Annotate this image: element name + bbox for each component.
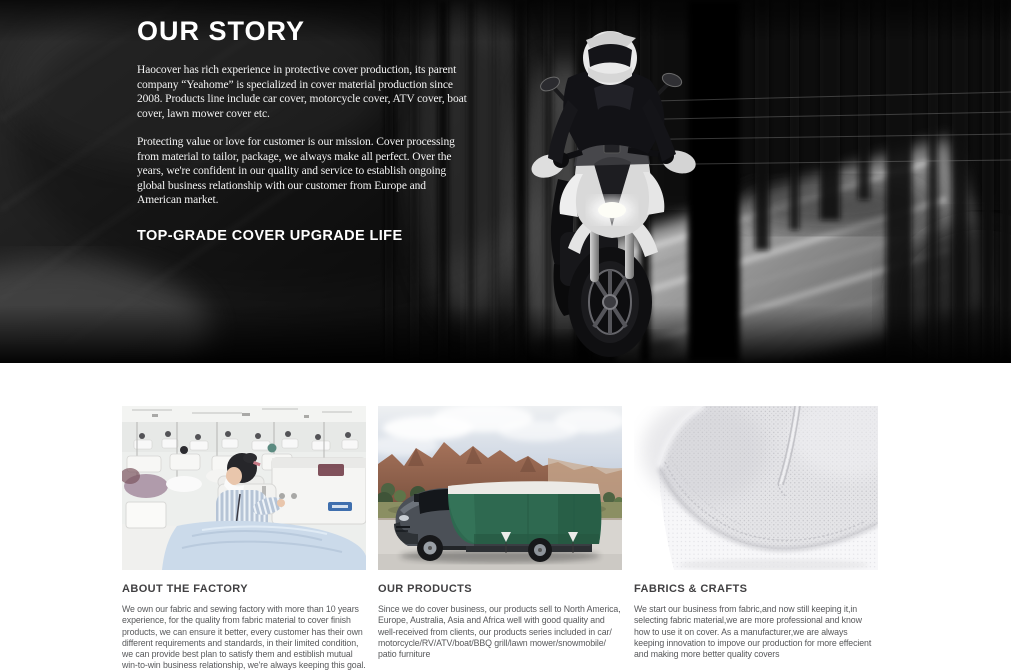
section-card-products: [378, 406, 622, 672]
section-card-fabrics: [634, 406, 878, 672]
section-body-factory: We own our fabric and sewing factory with more than 10 years experience, for the quality from fabric material to cover finish products, we can ensure it better, every customer has their own different requirements and standards, in their limited condition, we can provide best plan to satisfy them and estiblish mutual win-to-win business relationship, we're always keeping this goal.: [122, 604, 366, 671]
section-body-products: Since we do cover business, our products sell to North America, Europe, Australia, Asia and Africa well with good quality and well-received from clients, our products series included in car/ motorcycle/RV/ATV/boat/BBQ grill/lawn mower/snowmobile/ patio furniture: [378, 604, 621, 660]
motorcycle-rider-image: [498, 14, 713, 363]
info-sections: [122, 406, 878, 672]
section-body-fabrics: We start our business from fabric,and now still keeping it,in selecting fabric material,we are more professional and know how to use it on cover. As a manufacturer,we are always keeping innovation to impove our production for more effecient and making more better quality covers: [634, 604, 872, 660]
section-heading-factory: ABOUT THE FACTORY: [122, 583, 248, 595]
hero-paragraph-2: Protecting value or love for customer is our mission. Cover processing from material to tailor, package, we always make all perfect. Over the years, we're confident in our quality and service to establish ongoing global business relationship with our customer from Europe and American market.: [137, 136, 455, 206]
hero-tagline: TOP-GRADE COVER UPGRADE LIFE: [137, 227, 403, 244]
section-heading-fabrics: FABRICS & CRAFTS: [634, 583, 748, 595]
factory-image: [122, 406, 366, 570]
products-image: [378, 406, 622, 570]
fabrics-image: [634, 406, 878, 570]
section-card-factory: [122, 406, 366, 672]
page-title: OUR STORY: [137, 16, 306, 46]
section-heading-products: OUR PRODUCTS: [378, 583, 473, 595]
hero-paragraph-1: Haocover has rich experience in protective cover production, its parent company “Yeahome” is specialized in cover material production since 2008. Products line include car cover, motorcycle cover, ATV cover, boat cover, lawn mower cover etc.: [137, 64, 467, 120]
